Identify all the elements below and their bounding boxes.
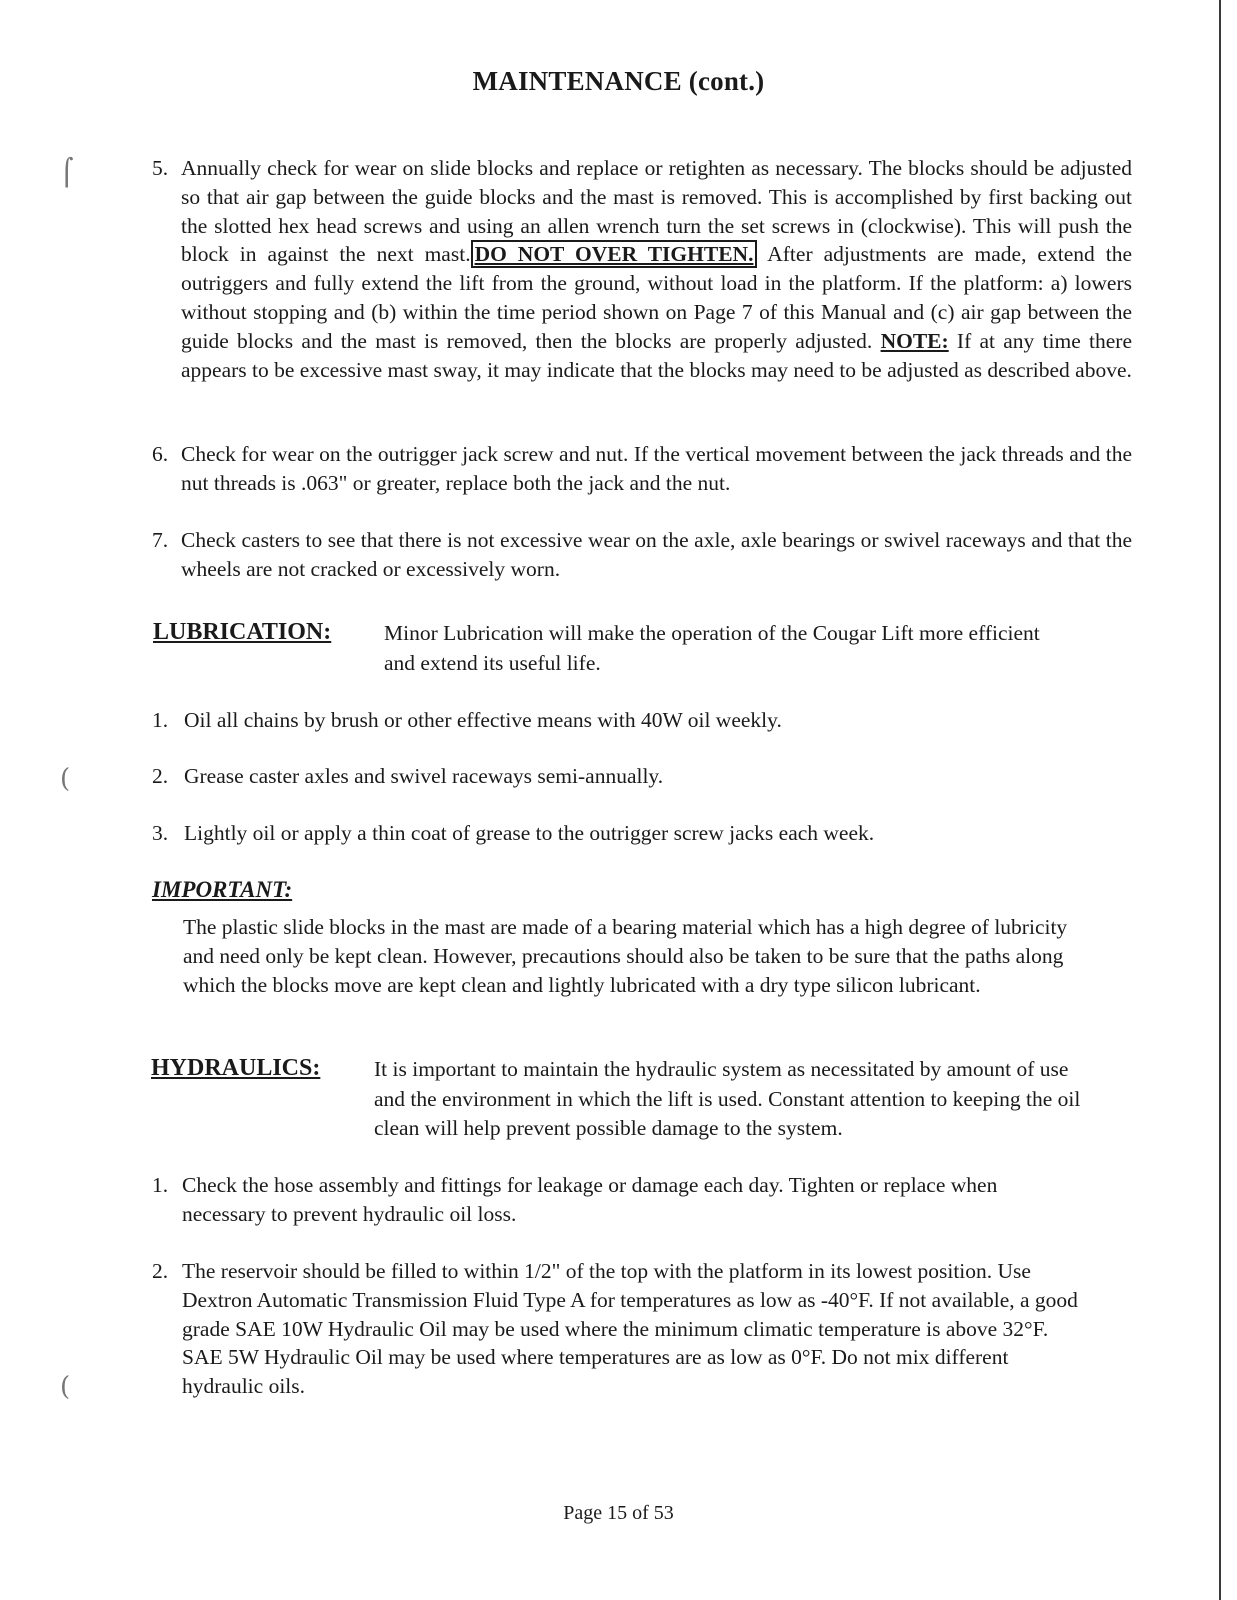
lubrication-heading: LUBRICATION:: [153, 619, 332, 645]
item-text: Oil all chains by brush or other effective means with 40W oil weekly.: [184, 708, 782, 732]
lubrication-item-3: [152, 819, 1132, 848]
margin-pencil-mark: (: [60, 764, 71, 794]
item-text: Check for wear on the outrigger jack screw and nut. If the vertical movement between the jack threads and the nut threads is .063" or greater, replace both the jack and the nut.: [181, 442, 1132, 495]
hydraulics-item-2: [152, 1257, 1092, 1401]
item-number: 1.: [152, 708, 169, 732]
do-not-over-tighten-warning: DO NOT OVER TIGHTEN.: [471, 240, 758, 268]
item-number: 1.: [152, 1173, 169, 1197]
item-text-part: Annually check for wear on slide blocks and replace or retighten as necessary. The blocks should be adjusted so that air gap between the guide blocks and the mast is removed. This is accomplished by first backing out the slotted hex head screws and using an allen wrench turn the set screws in (clockwise). This will push the block in against the next mast.: [181, 156, 1132, 267]
item-text-part: If at any time there appears to be excessive mast sway, it may indicate that the blocks may need to be adjusted as described above.: [181, 328, 1132, 382]
item-text: The reservoir should be filled to within 1/2" of the top with the platform in its lowest position. Use Dextron Automatic Transmission Fluid Type A for temperatures as low as -40°F. If not available, a good grade SAE 10W Hydraulic Oil may be used where the minimum climatic temperature is above 32°F. SAE 5W Hydraulic Oil may be used where temperatures are as low as 0°F. Do not mix different hydraulic oils.: [182, 1259, 1078, 1399]
hydraulics-item-1: [152, 1171, 1052, 1229]
item-number: 6.: [152, 442, 169, 466]
lubrication-item-1: [152, 706, 1132, 735]
margin-pencil-mark: ⌠: [60, 158, 74, 188]
margin-pencil-mark: (: [60, 1372, 71, 1402]
item-number: 3.: [152, 821, 169, 845]
page-title: MAINTENANCE (cont.): [472, 66, 765, 96]
item-text: Grease caster axles and swivel raceways semi-annually.: [184, 764, 664, 788]
page-number: Page 15 of 53: [563, 1502, 674, 1524]
maintenance-item-6: [152, 440, 1132, 498]
maintenance-item-5: [152, 154, 1132, 384]
item-number: 5.: [152, 156, 169, 180]
item-text: Lightly oil or apply a thin coat of grease to the outrigger screw jacks each week.: [184, 821, 875, 845]
item-number: 2.: [152, 764, 169, 788]
hydraulics-description: It is important to maintain the hydraulic system as necessitated by amount of use and the environment in which the lift is used. Constant attention to keeping the oil clean will help prevent possible damage to the system.: [374, 1057, 1081, 1140]
item-number: 2.: [152, 1259, 169, 1283]
note-label: NOTE:: [880, 328, 949, 353]
item-text-part: After adjustments are made, extend the outriggers and fully extend the lift from the ground, without load in the platform. If the platform: a) lowers without stopping and (b) within the time period shown on Page 7 of this Manual and (c) air gap between the guide blocks and the mast is removed, then the blocks are properly adjusted.: [181, 242, 1132, 353]
item-text: [181, 154, 1132, 384]
important-heading: IMPORTANT:: [152, 877, 293, 902]
item-text: Check the hose assembly and fittings for leakage or damage each day. Tighten or replace when necessary to prevent hydraulic oil loss.: [182, 1173, 998, 1226]
item-text: Check casters to see that there is not excessive wear on the axle, axle bearings or swivel raceways and that the wheels are not cracked or excessively worn.: [181, 528, 1132, 581]
item-number: 7.: [152, 528, 169, 552]
lubrication-description: Minor Lubrication will make the operation of the Cougar Lift more efficient and extend its useful life.: [384, 621, 1040, 675]
hydraulics-heading: HYDRAULICS:: [151, 1055, 321, 1081]
lubrication-item-2: [152, 762, 1132, 791]
important-text: The plastic slide blocks in the mast are made of a bearing material which has a high degree of lubricity and need only be kept clean. However, precautions should also be taken to be sure that the paths along which the blocks move are kept clean and lightly lubricated with a dry type silicon lubricant.: [183, 915, 1068, 997]
page-edge-line: [1219, 0, 1221, 1600]
maintenance-item-7: [152, 526, 1132, 584]
